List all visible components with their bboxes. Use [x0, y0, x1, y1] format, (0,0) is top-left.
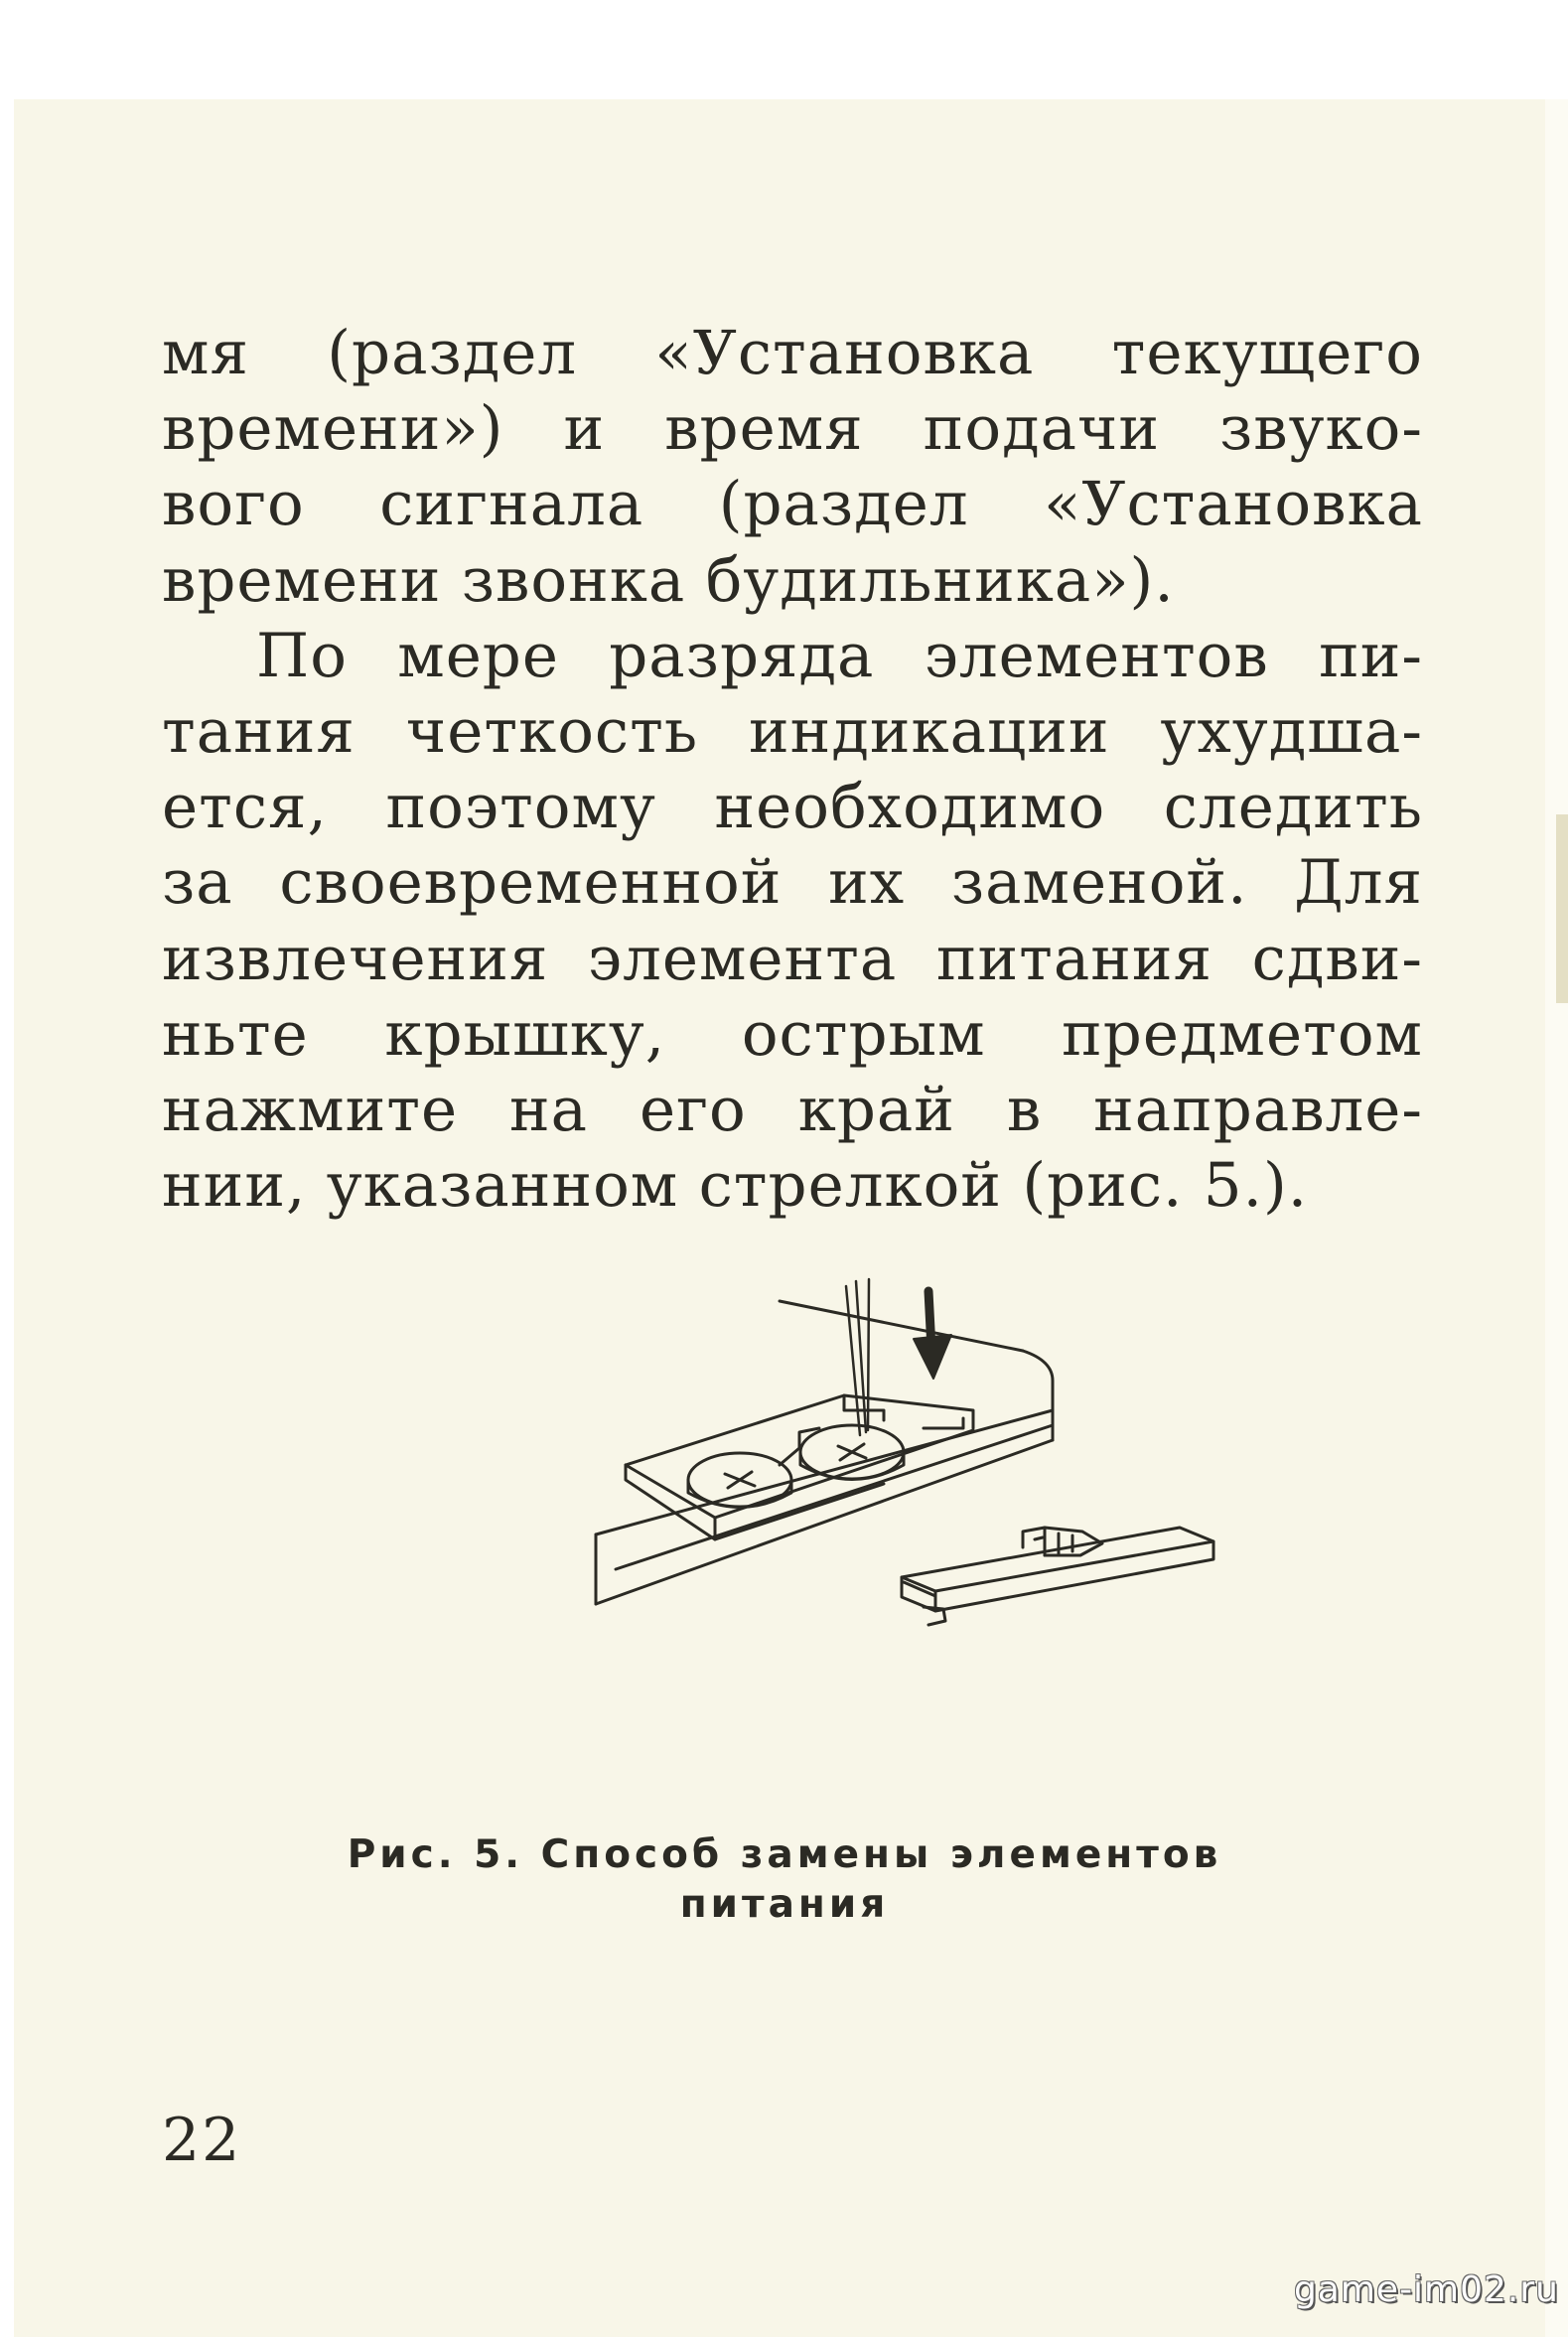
text-line: По мере разряда элементов пи- — [256, 620, 1423, 691]
text-line: тания четкость индикации ухудша- — [162, 696, 1423, 768]
text-line: вого сигнала (раздел «Установка — [162, 469, 1423, 540]
text-line: времени звонка будильника»). — [162, 544, 1175, 616]
page-number: 22 — [162, 2106, 242, 2175]
caption-line: питания — [679, 1882, 890, 1927]
text-line: времени») и время подачи звуко- — [162, 393, 1423, 465]
page-edge-stain — [1556, 814, 1568, 1003]
text-line: нии, указанном стрелкой (рис. 5.). — [162, 1150, 1309, 1222]
text-line: ньте крышку, острым предметом — [162, 998, 1423, 1070]
page-edge — [1545, 99, 1568, 2337]
battery-replacement-figure — [586, 1261, 1241, 1698]
caption-line: Рис. 5. Способ замены элементов — [347, 1832, 1222, 1877]
battery-compartment-illustration — [586, 1261, 1241, 1698]
body-text — [162, 316, 1423, 1224]
text-line: ется, поэтому необходимо следить — [162, 772, 1423, 843]
text-line: нажмите на его край в направле- — [162, 1075, 1423, 1146]
watermark: game-im02.ru — [1293, 2269, 1559, 2310]
text-line: за своевременной их заменой. Для — [162, 847, 1423, 919]
figure-caption — [199, 1830, 1370, 1930]
text-line: извлечения элемента питания сдви- — [162, 923, 1423, 994]
text-line: мя (раздел «Установка текущего — [162, 318, 1423, 388]
